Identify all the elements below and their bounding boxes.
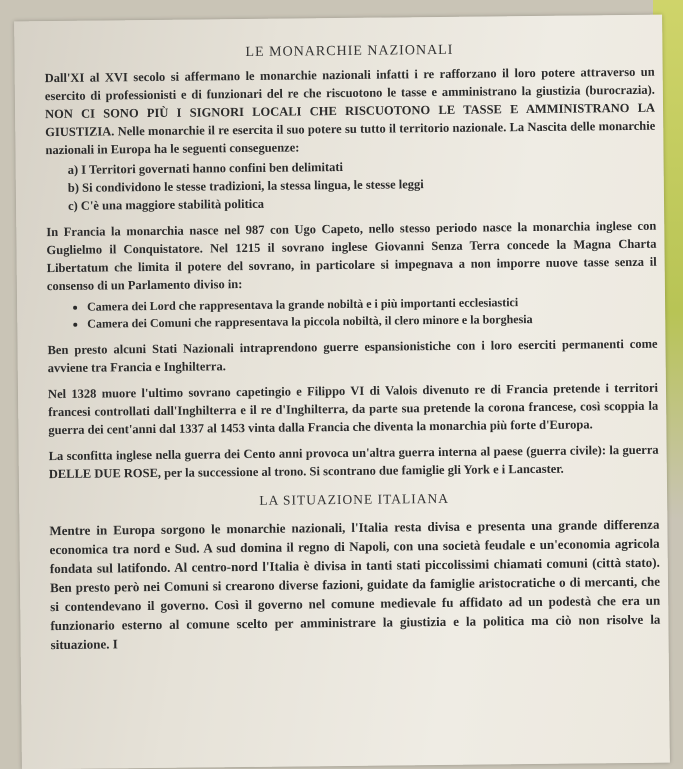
main-title: LE MONARCHIE NAZIONALI	[245, 42, 454, 60]
parliament-item: • Camera dei Comuni che rappresentava la piccola nobiltà, il clero minore e la borghesia	[87, 310, 657, 332]
war-of-roses-paragraph: La sconfitta inglese nella guerra dei Cento anni provoca un'altra guerra interna al paese (guerra civile): la guerra DELLE DUE ROSE, per la successione al trono. Si scontrano due famiglie gli York e i Lancaster.	[48, 442, 659, 482]
hundred-years-war-paragraph: Nel 1328 muore l'ultimo sovrano capetingio e Filippo VI di Valois divenuto re di Francia pretende i territori francesi controllati dall'Inghilterra e il re d'Inghilterra, da parte sua pretende la corona francese, così scoppia la guerra dei cent'anni dal 1337 al 1453 vinta dalla Francia che diventa la monarchia più forte d'Europa.	[47, 380, 659, 438]
consequences-list	[68, 155, 657, 215]
consequence-item: a) I Territori governati hanno confini ben delimitati	[67, 159, 344, 177]
parliament-item: • Camera dei Lord che rappresentava la grande nobiltà e i più importanti ecclesiastici	[87, 293, 657, 315]
wars-paragraph: Ben presto alcuni Stati Nazionali intraprendono guerre espansionistiche con i loro eserciti permanenti come avviene tra Francia e Inghilterra.	[47, 336, 658, 376]
france-england-paragraph: In Francia la monarchia nasce nel 987 con Ugo Capeto, nello stesso periodo nasce la monarchia inglese con Guglielmo il Conquistatore. Nel 1215 il sovrano inglese Giovanni Senza Terra concede la Magna Charta Libertatum che limita il potere del sovrano, in particolare si impegnava a non imporre nuove tasse senza il consenso di un Parlamento diviso in:	[46, 218, 657, 294]
consequence-item: b) Si condividono le stesse tradizioni, la stessa lingua, le stesse leggi	[67, 177, 424, 195]
parliament-list	[87, 293, 657, 332]
italy-section-title: LA SITUAZIONE ITALIANA	[259, 490, 450, 508]
intro-paragraph: Dall'XI al XVI secolo si affermano le monarchie nazionali infatti i re rafforzano il loro potere attraverso un esercito di professionisti e di funzionari del re che riscuotono le tasse e amministrano la giustizia (burocrazia). NON CI SONO PIÙ I SIGNORI LOCALI CHE RISCUOTONO LE TASSE E AMMINISTRANO LA GIUSTIZIA. Nelle monarchie il re esercita il suo potere su tutto il territorio nazionale. La Nascita delle monarchie nazionali in Europa ha le seguenti conseguenze:	[44, 64, 656, 158]
consequence-item: c) C'è una maggiore stabilità politica	[67, 196, 265, 213]
document-content	[44, 41, 660, 654]
italy-paragraph: Mentre in Europa sorgono le monarchie nazionali, l'Italia resta divisa e presenta una grande differenza economica tra nord e Sud. A sud domina il regno di Napoli, con una società feudale e un'economia agricola fondata sul latifondo. Al centro-nord l'Italia è divisa in tanti stati piccolissimi chiamati comuni (città stato). Ben presto però nei Comuni si crearono diverse fazioni, guidate da famiglie aristocratiche o di mercanti, che si contendevano il governo. Così il governo nel comune medievale fu affidato ad un podestà che era un funzionario esterno al comune scelto per amministrare la giustizia e la politica ma ciò non risolve la situazione. I	[49, 516, 661, 653]
document-page	[14, 15, 670, 769]
